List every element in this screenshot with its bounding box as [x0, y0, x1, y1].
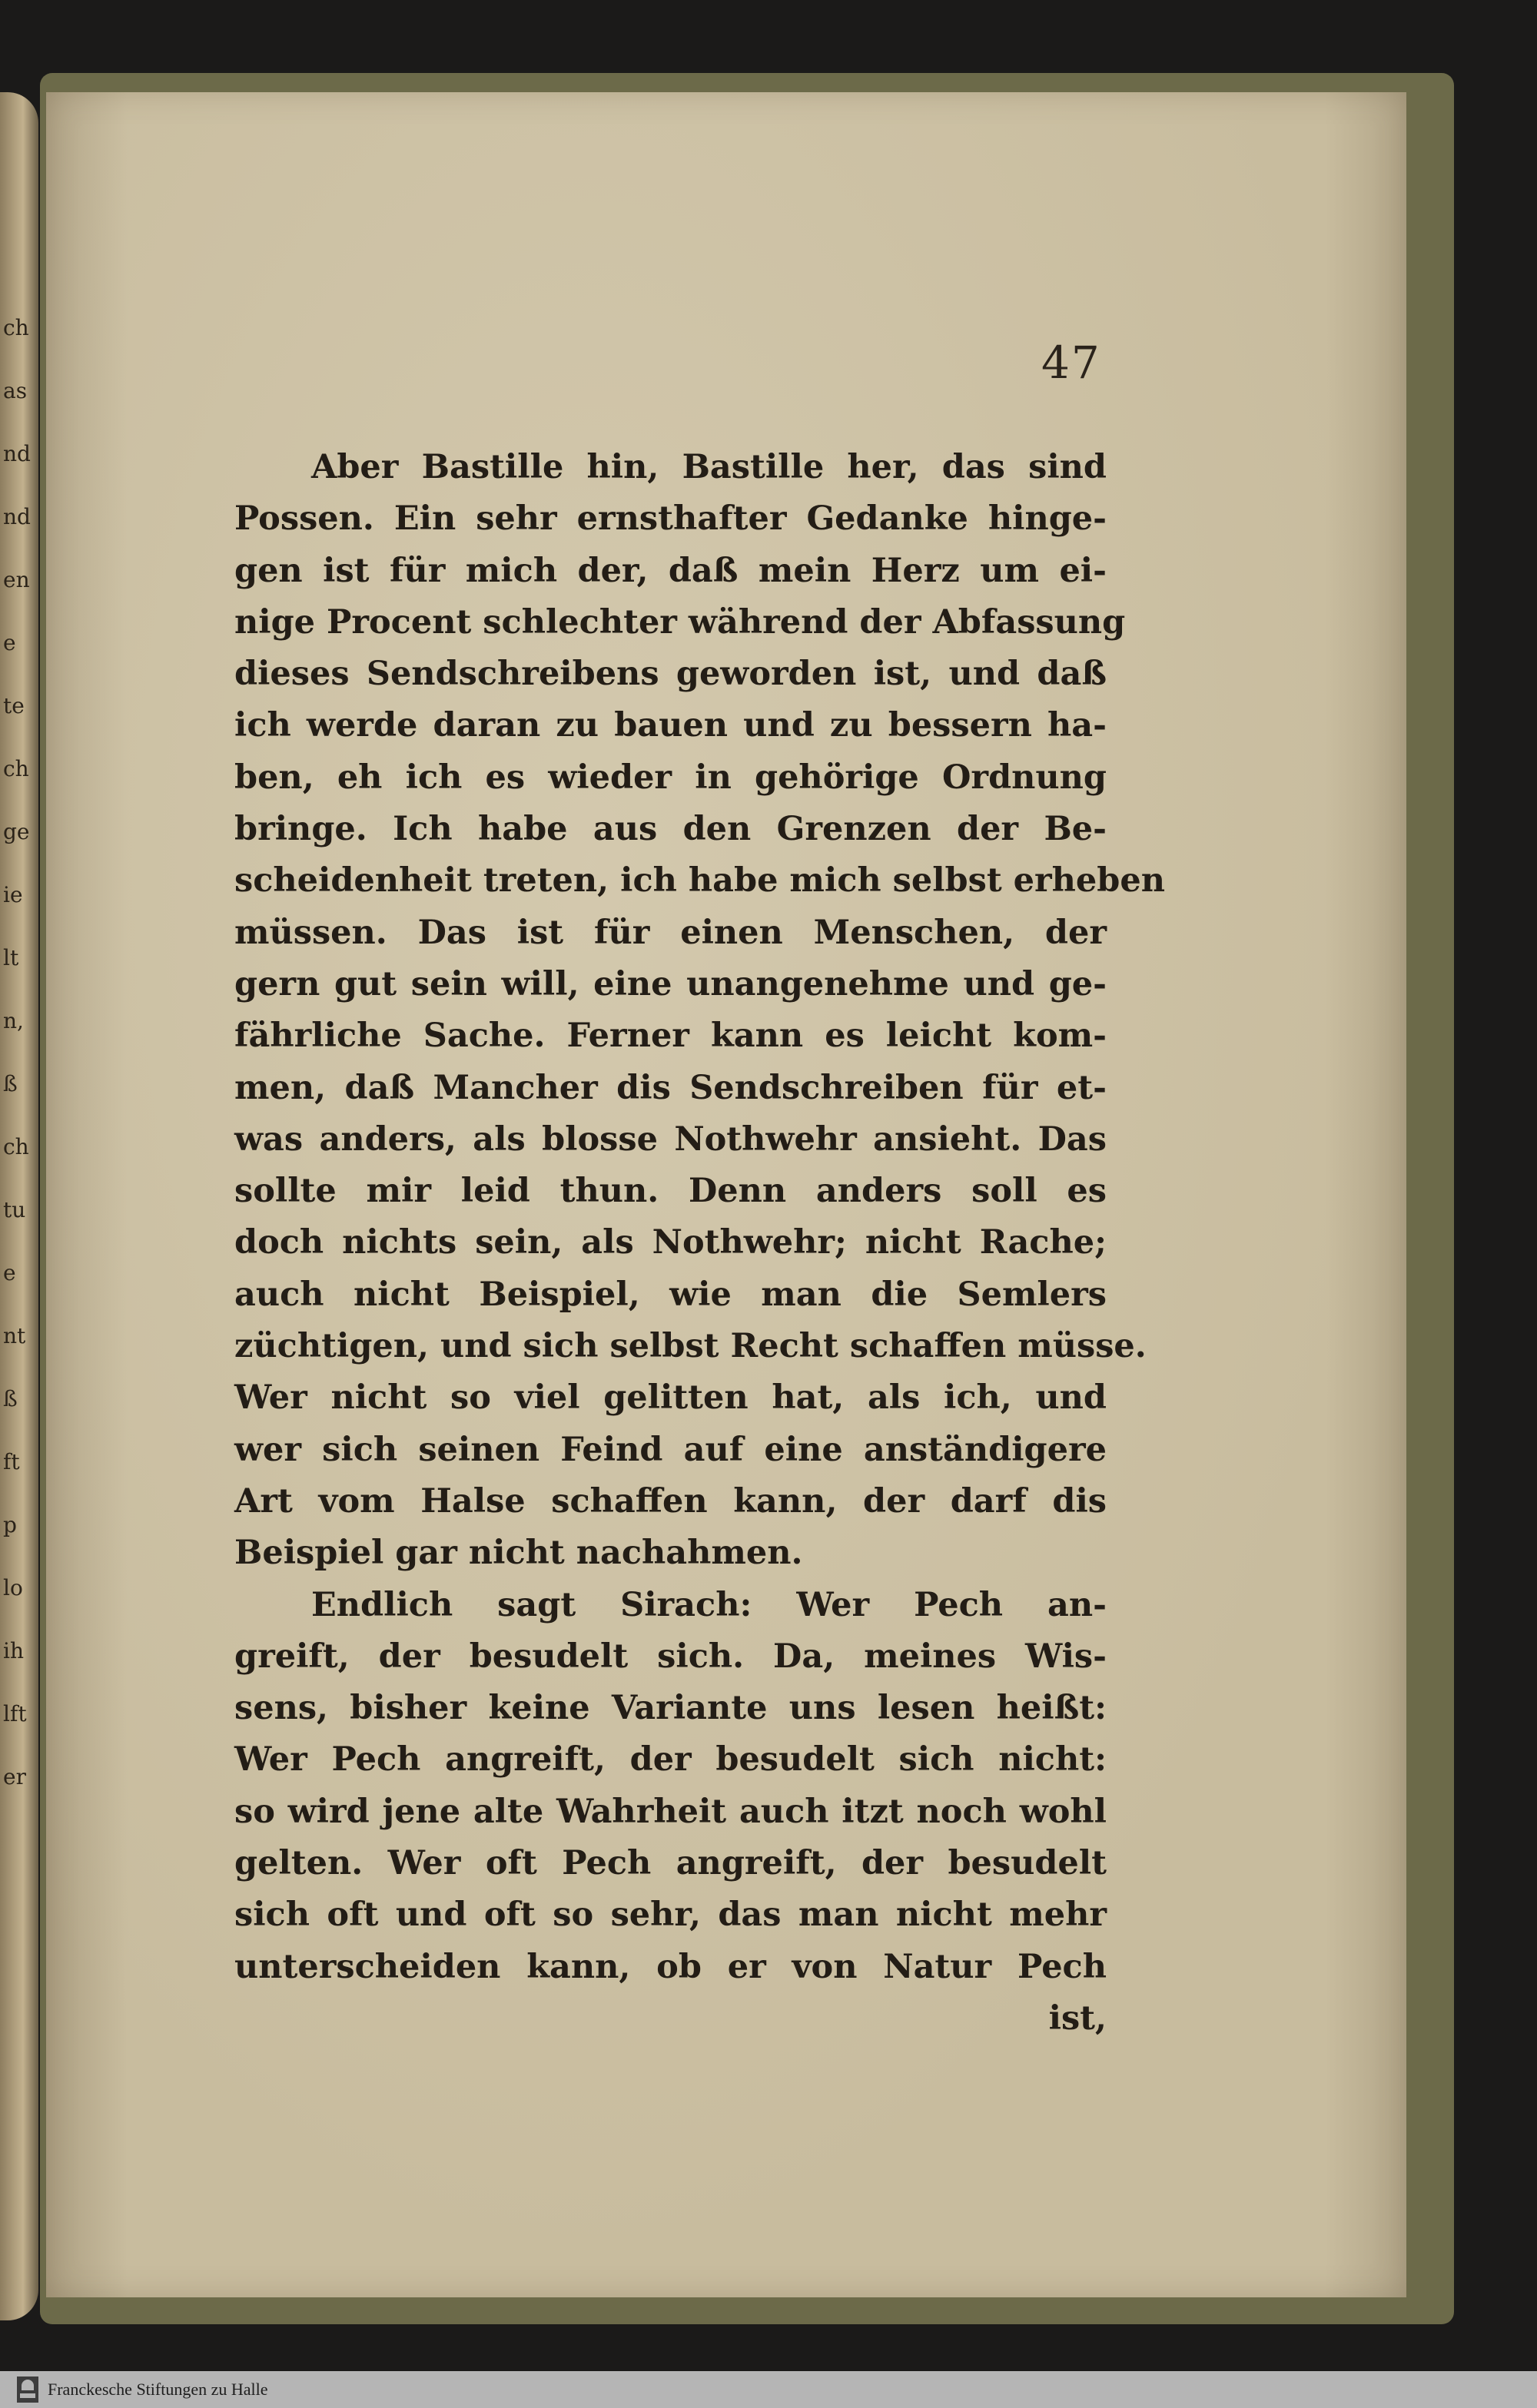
text-line: doch nichts sein, als Nothwehr; nicht Rache;	[234, 1223, 1107, 1262]
text-line: gen ist für mich der, daß mein Herz um ei-	[234, 551, 1107, 590]
left-page-fragment: ie	[3, 882, 23, 907]
left-page-fragment: nd	[3, 504, 31, 529]
page-number: 47	[1041, 337, 1101, 389]
text-line: was anders, als blosse Nothwehr ansieht. Das	[234, 1119, 1107, 1159]
text-line: fährliche Sache. Ferner kann es leicht kom-	[234, 1017, 1107, 1056]
text-line: Beispiel gar nicht nachahmen.	[234, 1534, 803, 1573]
left-page-fragment: ch	[3, 315, 29, 340]
text-line: Wer nicht so viel gelitten hat, als ich, und	[234, 1378, 1107, 1418]
footer-bar	[0, 2371, 1537, 2408]
left-page-fragment: ge	[3, 819, 30, 844]
left-page-fragment: er	[3, 1764, 26, 1789]
left-page-fragment: lft	[3, 1701, 27, 1726]
text-line: bringe. Ich habe aus den Grenzen der Be-	[234, 810, 1107, 849]
left-page-fragment: nt	[3, 1323, 26, 1348]
text-line: Wer Pech angreift, der besudelt sich nicht:	[234, 1740, 1107, 1779]
text-line: züchtigen, und sich selbst Recht schaffen müsse.	[234, 1327, 1147, 1366]
left-page-fragment: te	[3, 693, 25, 718]
left-page-fragment: p	[3, 1512, 17, 1537]
text-line: so wird jene alte Wahrheit auch itzt noch wohl	[234, 1792, 1107, 1831]
left-page-fragment: ih	[3, 1638, 24, 1663]
text-line: greift, der besudelt sich. Da, meines Wis-	[234, 1637, 1107, 1676]
text-line: Art vom Halse schaffen kann, der darf dis	[234, 1481, 1107, 1521]
page-text	[234, 442, 1165, 2045]
text-line: auch nicht Beispiel, wie man die Semlers	[234, 1275, 1107, 1314]
text-line: dieses Sendschreibens geworden ist, und daß	[234, 655, 1107, 694]
left-page-fragment: ch	[3, 1134, 29, 1159]
left-page-fragment: lo	[3, 1575, 23, 1600]
text-line: ben, eh ich es wieder in gehörige Ordnung	[234, 758, 1107, 797]
text-line: sens, bisher keine Variante uns lesen heißt:	[234, 1689, 1107, 1728]
left-page-edge	[0, 92, 38, 2320]
left-page-fragment: ß	[3, 1386, 18, 1411]
text-line: gern gut sein will, eine unangenehme und ge-	[234, 964, 1107, 1003]
text-line: wer sich seinen Feind auf eine anständigere	[234, 1430, 1107, 1469]
left-page-fragment: ft	[3, 1449, 20, 1474]
text-line: nige Procent schlechter während der Abfassung	[234, 602, 1126, 642]
left-page-fragment: ß	[3, 1071, 18, 1096]
left-page-fragment: lt	[3, 945, 19, 970]
left-page-fragment: en	[3, 567, 30, 592]
text-line: men, daß Mancher dis Sendschreiben für et-	[234, 1068, 1107, 1107]
footer-credit: Franckesche Stiftungen zu Halle	[48, 2380, 268, 2399]
book-page	[46, 92, 1406, 2297]
left-page-fragment: e	[3, 630, 16, 655]
text-line: Endlich sagt Sirach: Wer Pech an-	[311, 1585, 1107, 1624]
left-page-fragment: as	[3, 378, 28, 403]
text-line: scheidenheit treten, ich habe mich selbst erheben	[234, 861, 1165, 901]
catchword: ist,	[1048, 1998, 1107, 2038]
text-line: sollte mir leid thun. Denn anders soll es	[234, 1172, 1107, 1211]
text-line: Aber Bastille hin, Bastille her, das sind	[311, 448, 1107, 486]
text-line: gelten. Wer oft Pech angreift, der besudelt	[234, 1844, 1107, 1883]
text-line: ich werde daran zu bauen und zu bessern ha-	[234, 706, 1107, 745]
text-line: sich oft und oft so sehr, das man nicht mehr	[234, 1896, 1107, 1935]
left-page-fragment: e	[3, 1260, 16, 1285]
text-line: unterscheiden kann, ob er von Natur Pech	[234, 1947, 1107, 1986]
left-page-fragment: ch	[3, 756, 29, 781]
left-page-fragment: nd	[3, 441, 31, 466]
left-page-fragment: n,	[3, 1008, 24, 1033]
text-line: müssen. Das ist für einen Menschen, der	[234, 913, 1107, 952]
text-line: Possen. Ein sehr ernsthafter Gedanke hinge-	[234, 499, 1107, 539]
institution-logo-icon	[17, 2376, 38, 2403]
left-page-fragment: tu	[3, 1197, 26, 1222]
